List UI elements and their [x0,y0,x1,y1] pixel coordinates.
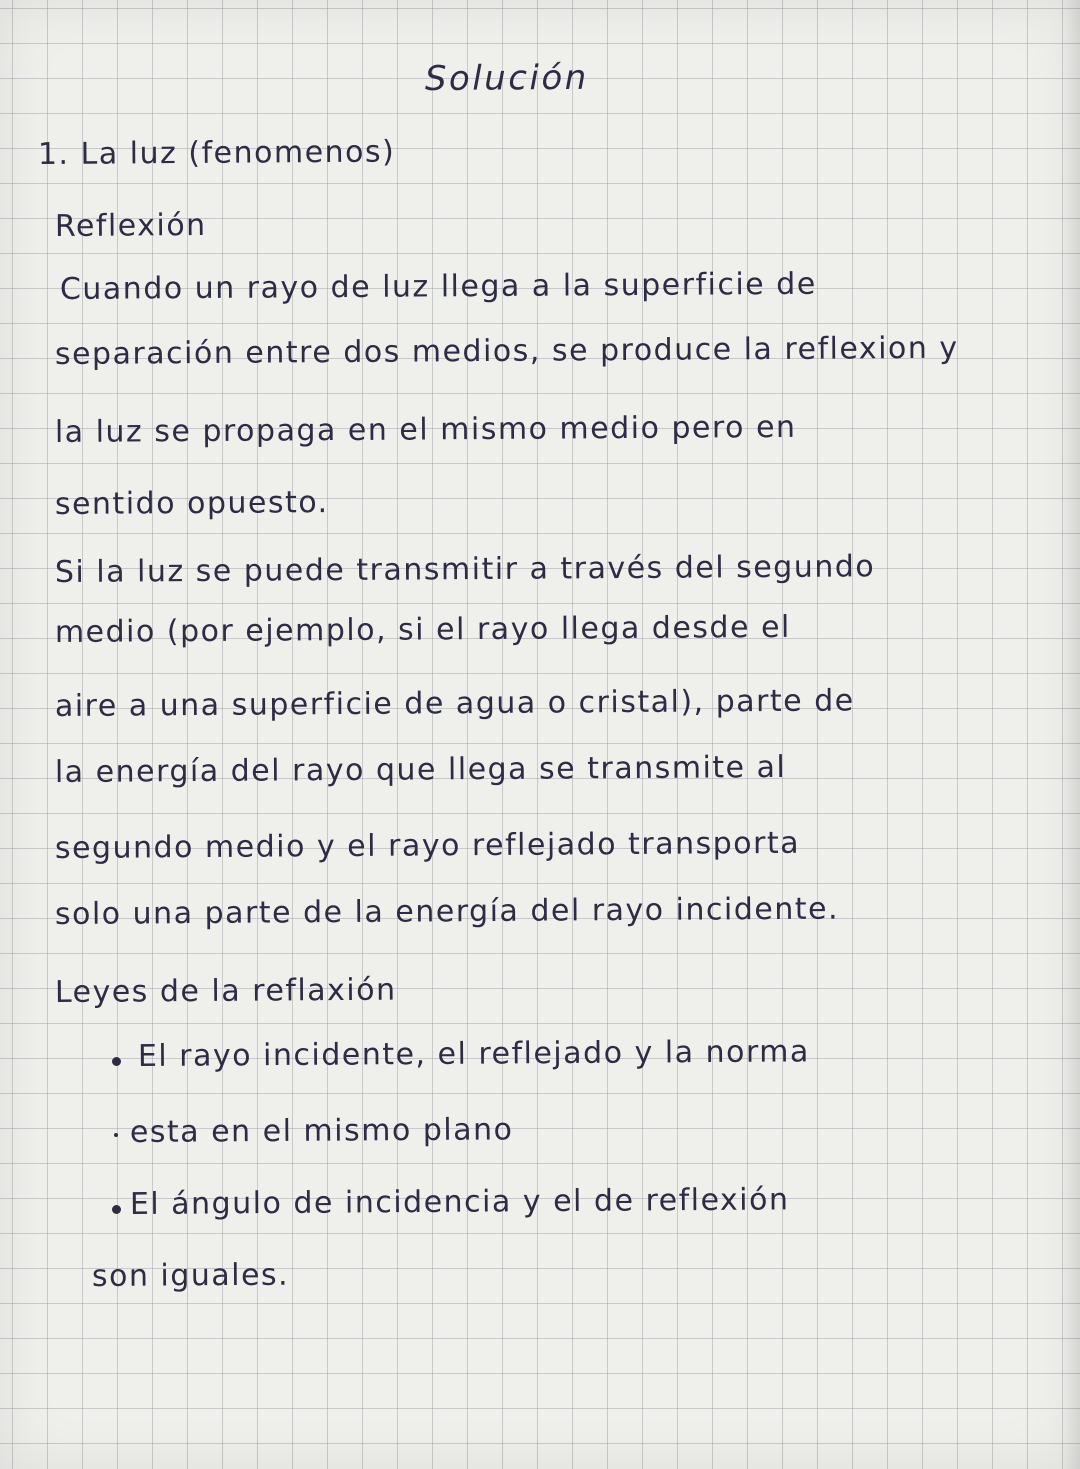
page-title: Solución [424,57,589,99]
paragraph-line: la energía del rayo que llega se transmite al [54,749,787,790]
bullet-continuation: son iguales. [91,1257,290,1294]
laws-heading: Leyes de la reflaxión [54,972,397,1010]
paragraph-line: aire a una superficie de agua o cristal), parte de [54,683,855,724]
bullet-continuation: esta en el mismo plano [129,1112,514,1150]
paragraph-line: la luz se propaga en el mismo medio pero en [54,409,797,450]
paragraph-line: solo una parte de la energía del rayo incidente. [54,891,840,932]
paragraph-line: segundo medio y el rayo reflejado transporta [54,825,801,866]
paragraph-line: separación entre dos medios, se produce la reflexion y [54,330,959,372]
page-edge-shade [1062,0,1080,1469]
paragraph-line: medio (por ejemplo, si el rayo llega desde el [54,609,791,650]
bullet-item: El rayo incidente, el reflejado y la norma [137,1034,810,1074]
subheading-reflexion: Reflexión [54,207,207,244]
bullet-dot [112,1205,121,1214]
paragraph-line: sentido opuesto. [54,485,329,522]
bullet-dot [112,1057,121,1066]
paragraph-line: Cuando un rayo de luz llega a la superficie de [59,266,817,307]
section-heading: 1. La luz (fenomenos) [37,134,396,172]
bullet-item: El ángulo de incidencia y el de reflexión [129,1182,790,1222]
paragraph-line: Si la luz se puede transmitir a través del segundo [54,549,876,590]
bullet-dot [114,1133,118,1137]
